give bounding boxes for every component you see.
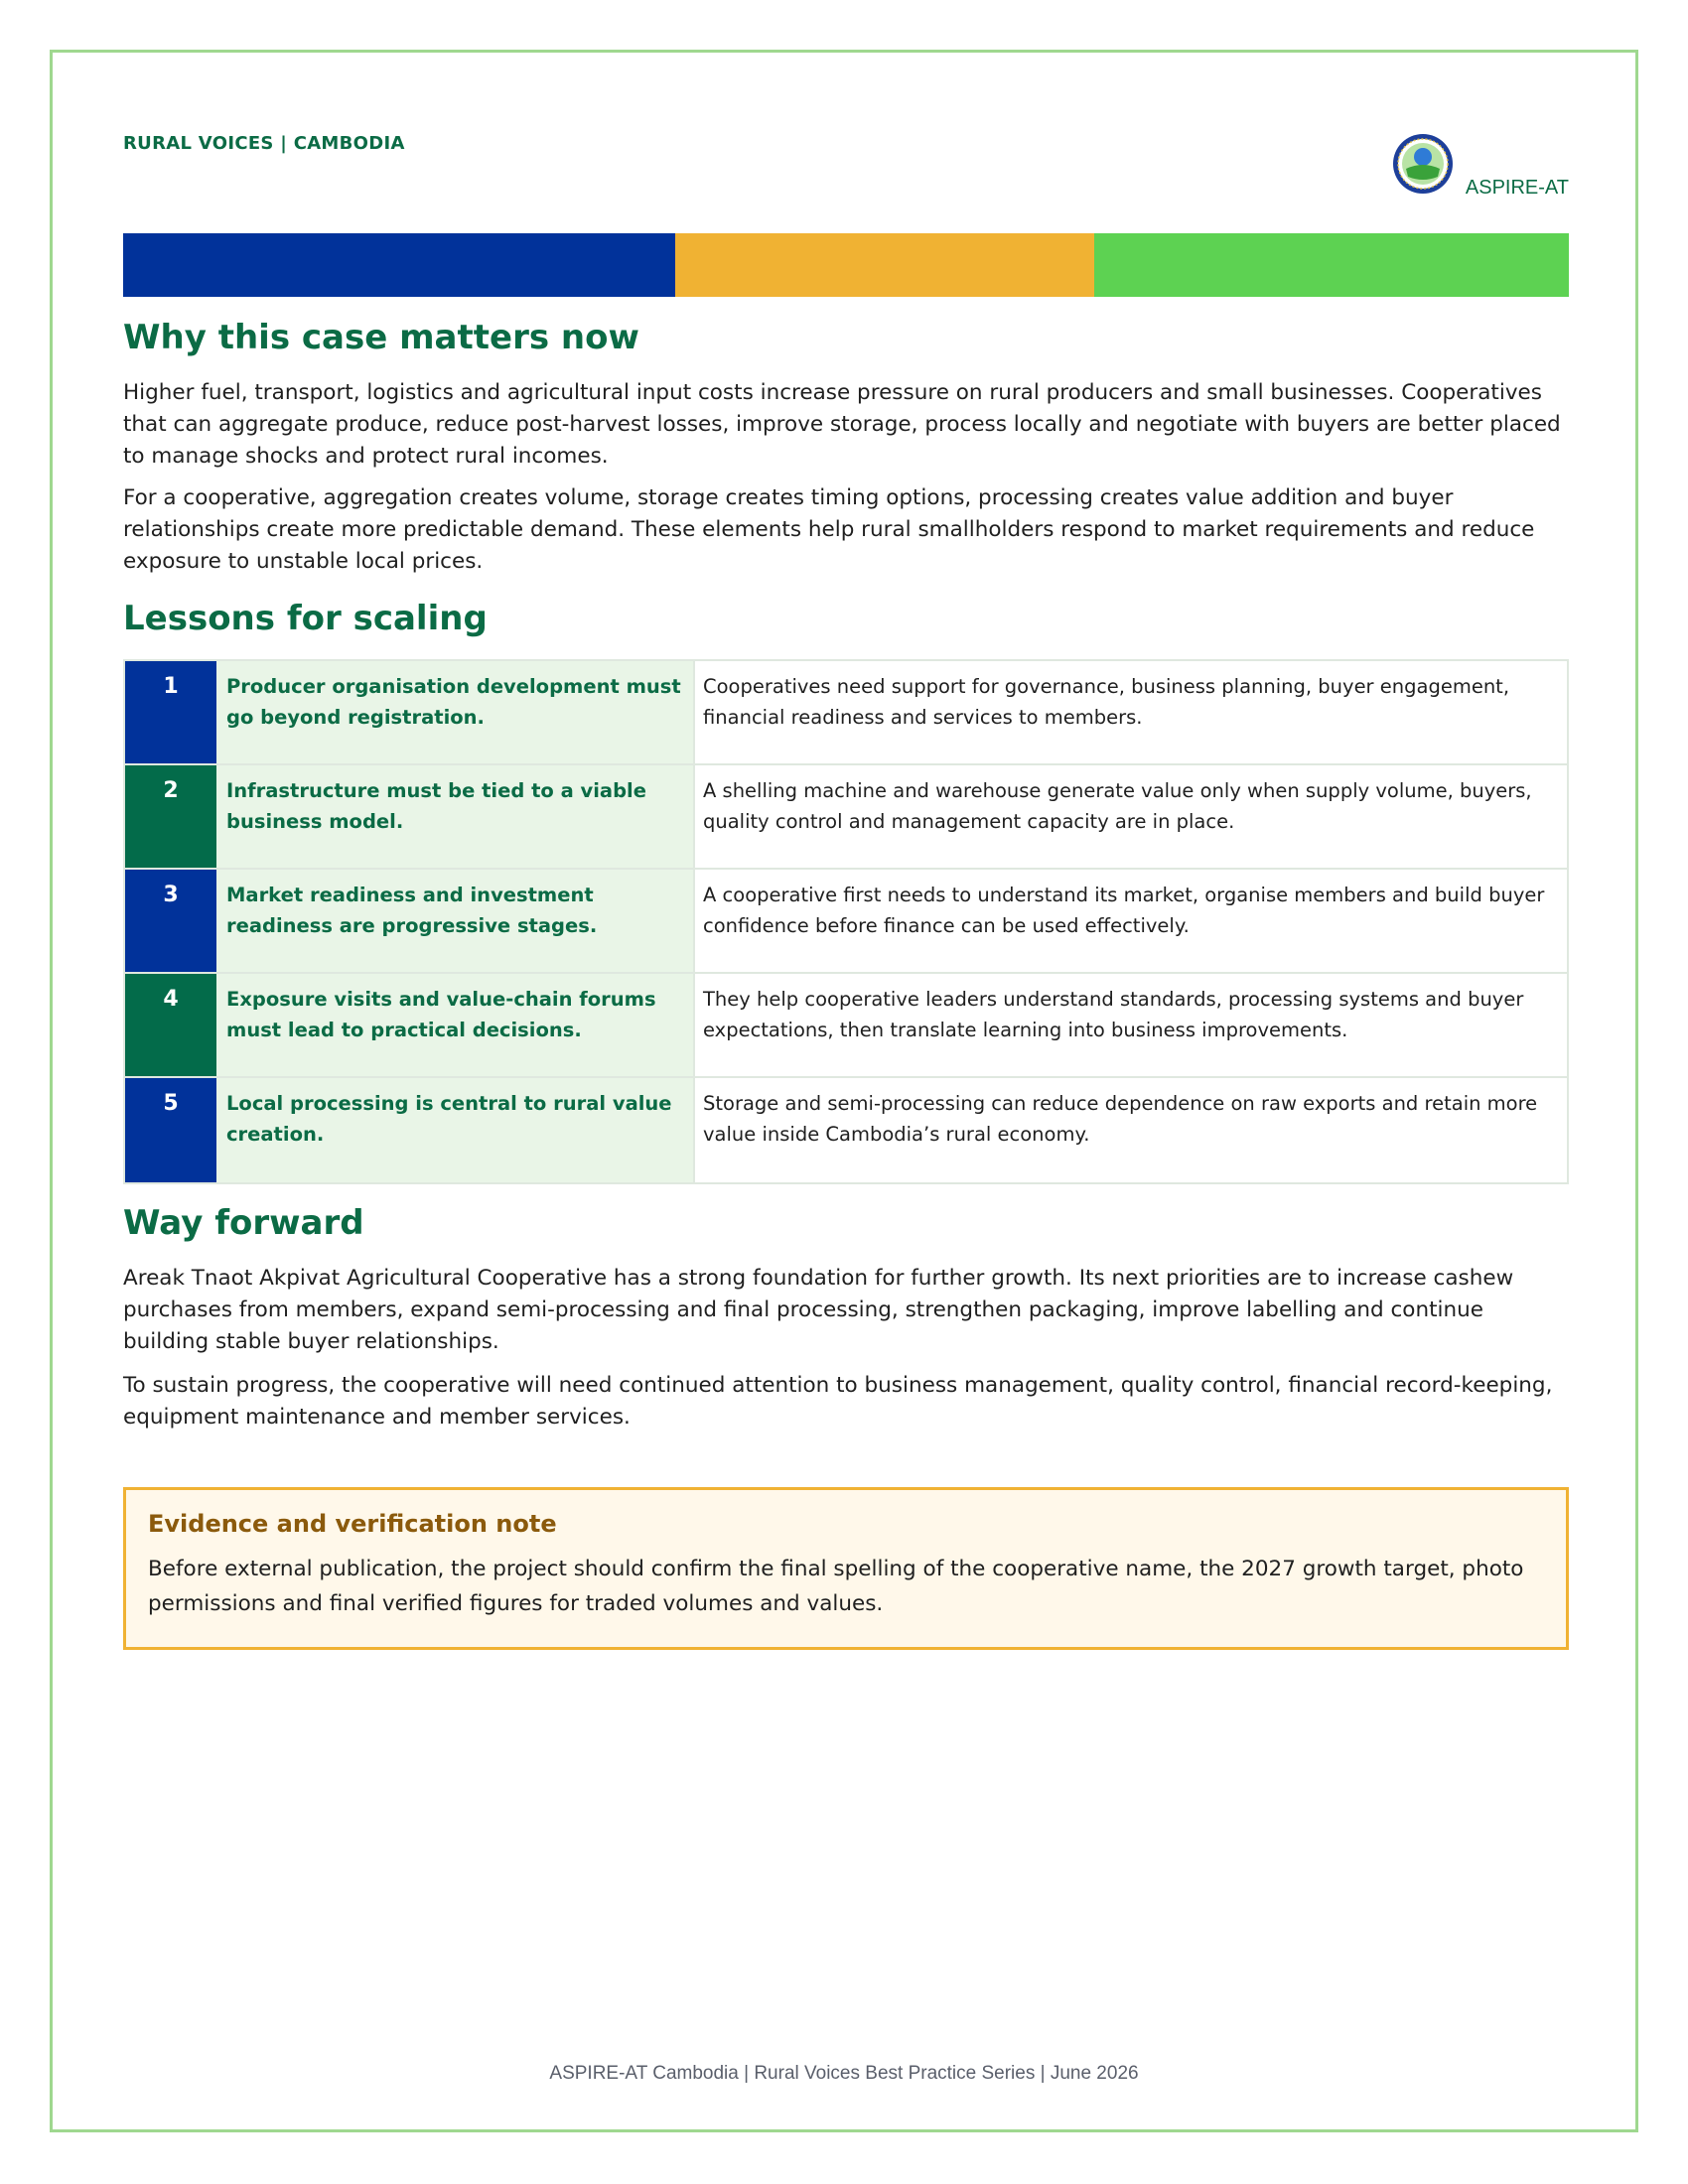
lesson-number: 1	[125, 661, 216, 763]
color-band-green	[1094, 233, 1569, 297]
lesson-description: Storage and semi-processing can reduce dependence on raw exports and retain more value inside Cambodia’s rural economy.	[695, 1078, 1567, 1182]
lesson-number: 3	[125, 870, 216, 972]
page-footer: ASPIRE-AT Cambodia | Rural Voices Best Practice Series | June 2026	[549, 2063, 1139, 2084]
paragraph: Areak Tnaot Akpivat Agricultural Cooperative has a strong foundation for further growth. Its next priorities are to increase cashew purchases from members, expand semi-processing and final processing, strengthen packaging, improve labelling and continue building stable buyer relationships.	[123, 1266, 1514, 1354]
lesson-number: 4	[125, 974, 216, 1076]
section-heading-why: Why this case matters now	[123, 318, 639, 357]
lesson-title: Exposure visits and value-chain forums must lead to practical decisions.	[216, 974, 695, 1076]
note-title: Evidence and verification note	[148, 1510, 557, 1538]
lesson-row	[125, 765, 1567, 870]
lesson-description: A shelling machine and warehouse generate value only when supply volume, buyers, quality control and management capacity are in place.	[695, 765, 1567, 868]
note-body: Before external publication, the project should confirm the final spelling of the cooperative name, the 2027 growth target, photo permissions and final verified figures for traded volumes and values.	[148, 1557, 1524, 1616]
lesson-title: Producer organisation development must go beyond registration.	[216, 661, 695, 763]
lesson-number: 2	[125, 765, 216, 868]
lesson-description: A cooperative first needs to understand its market, organise members and build buyer confidence before finance can be used effectively.	[695, 870, 1567, 972]
logo-label: ASPIRE-AT	[1465, 177, 1569, 199]
section-heading-way-forward: Way forward	[123, 1203, 364, 1243]
verification-note	[123, 1487, 1569, 1650]
lesson-description: Cooperatives need support for governance, business planning, buyer engagement, financial readiness and services to members.	[695, 661, 1567, 763]
paragraph: Higher fuel, transport, logistics and agricultural input costs increase pressure on rural producers and small businesses. Cooperatives that can aggregate produce, reduce post-harvest losses, improve storage, process locally and negotiate with buyers are better placed to manage shocks and protect rural incomes.	[123, 380, 1561, 469]
color-band-blue	[123, 233, 675, 297]
section-heading-lessons: Lessons for scaling	[123, 599, 488, 638]
paragraph: For a cooperative, aggregation creates volume, storage creates timing options, processing creates value addition and buyer relationships create more predictable demand. These elements help rural smallholders respond to market requirements and reduce exposure to unstable local prices.	[123, 485, 1535, 574]
lesson-title: Market readiness and investment readiness are progressive stages.	[216, 870, 695, 972]
lesson-row	[125, 974, 1567, 1078]
color-band-gold	[675, 233, 1094, 297]
lesson-row	[125, 1078, 1567, 1182]
lesson-title: Local processing is central to rural value creation.	[216, 1078, 695, 1182]
lesson-description: They help cooperative leaders understand standards, processing systems and buyer expectations, then translate learning into business improvements.	[695, 974, 1567, 1076]
lesson-row	[125, 870, 1567, 974]
series-label: RURAL VOICES | CAMBODIA	[123, 133, 405, 154]
aspire-at-logo	[1392, 133, 1454, 195]
lesson-row	[125, 661, 1567, 765]
paragraph: To sustain progress, the cooperative will need continued attention to business management, quality control, financial record-keeping, equipment maintenance and member services.	[123, 1373, 1553, 1430]
lessons-table	[123, 659, 1569, 1184]
lesson-title: Infrastructure must be tied to a viable business model.	[216, 765, 695, 868]
lesson-number: 5	[125, 1078, 216, 1182]
